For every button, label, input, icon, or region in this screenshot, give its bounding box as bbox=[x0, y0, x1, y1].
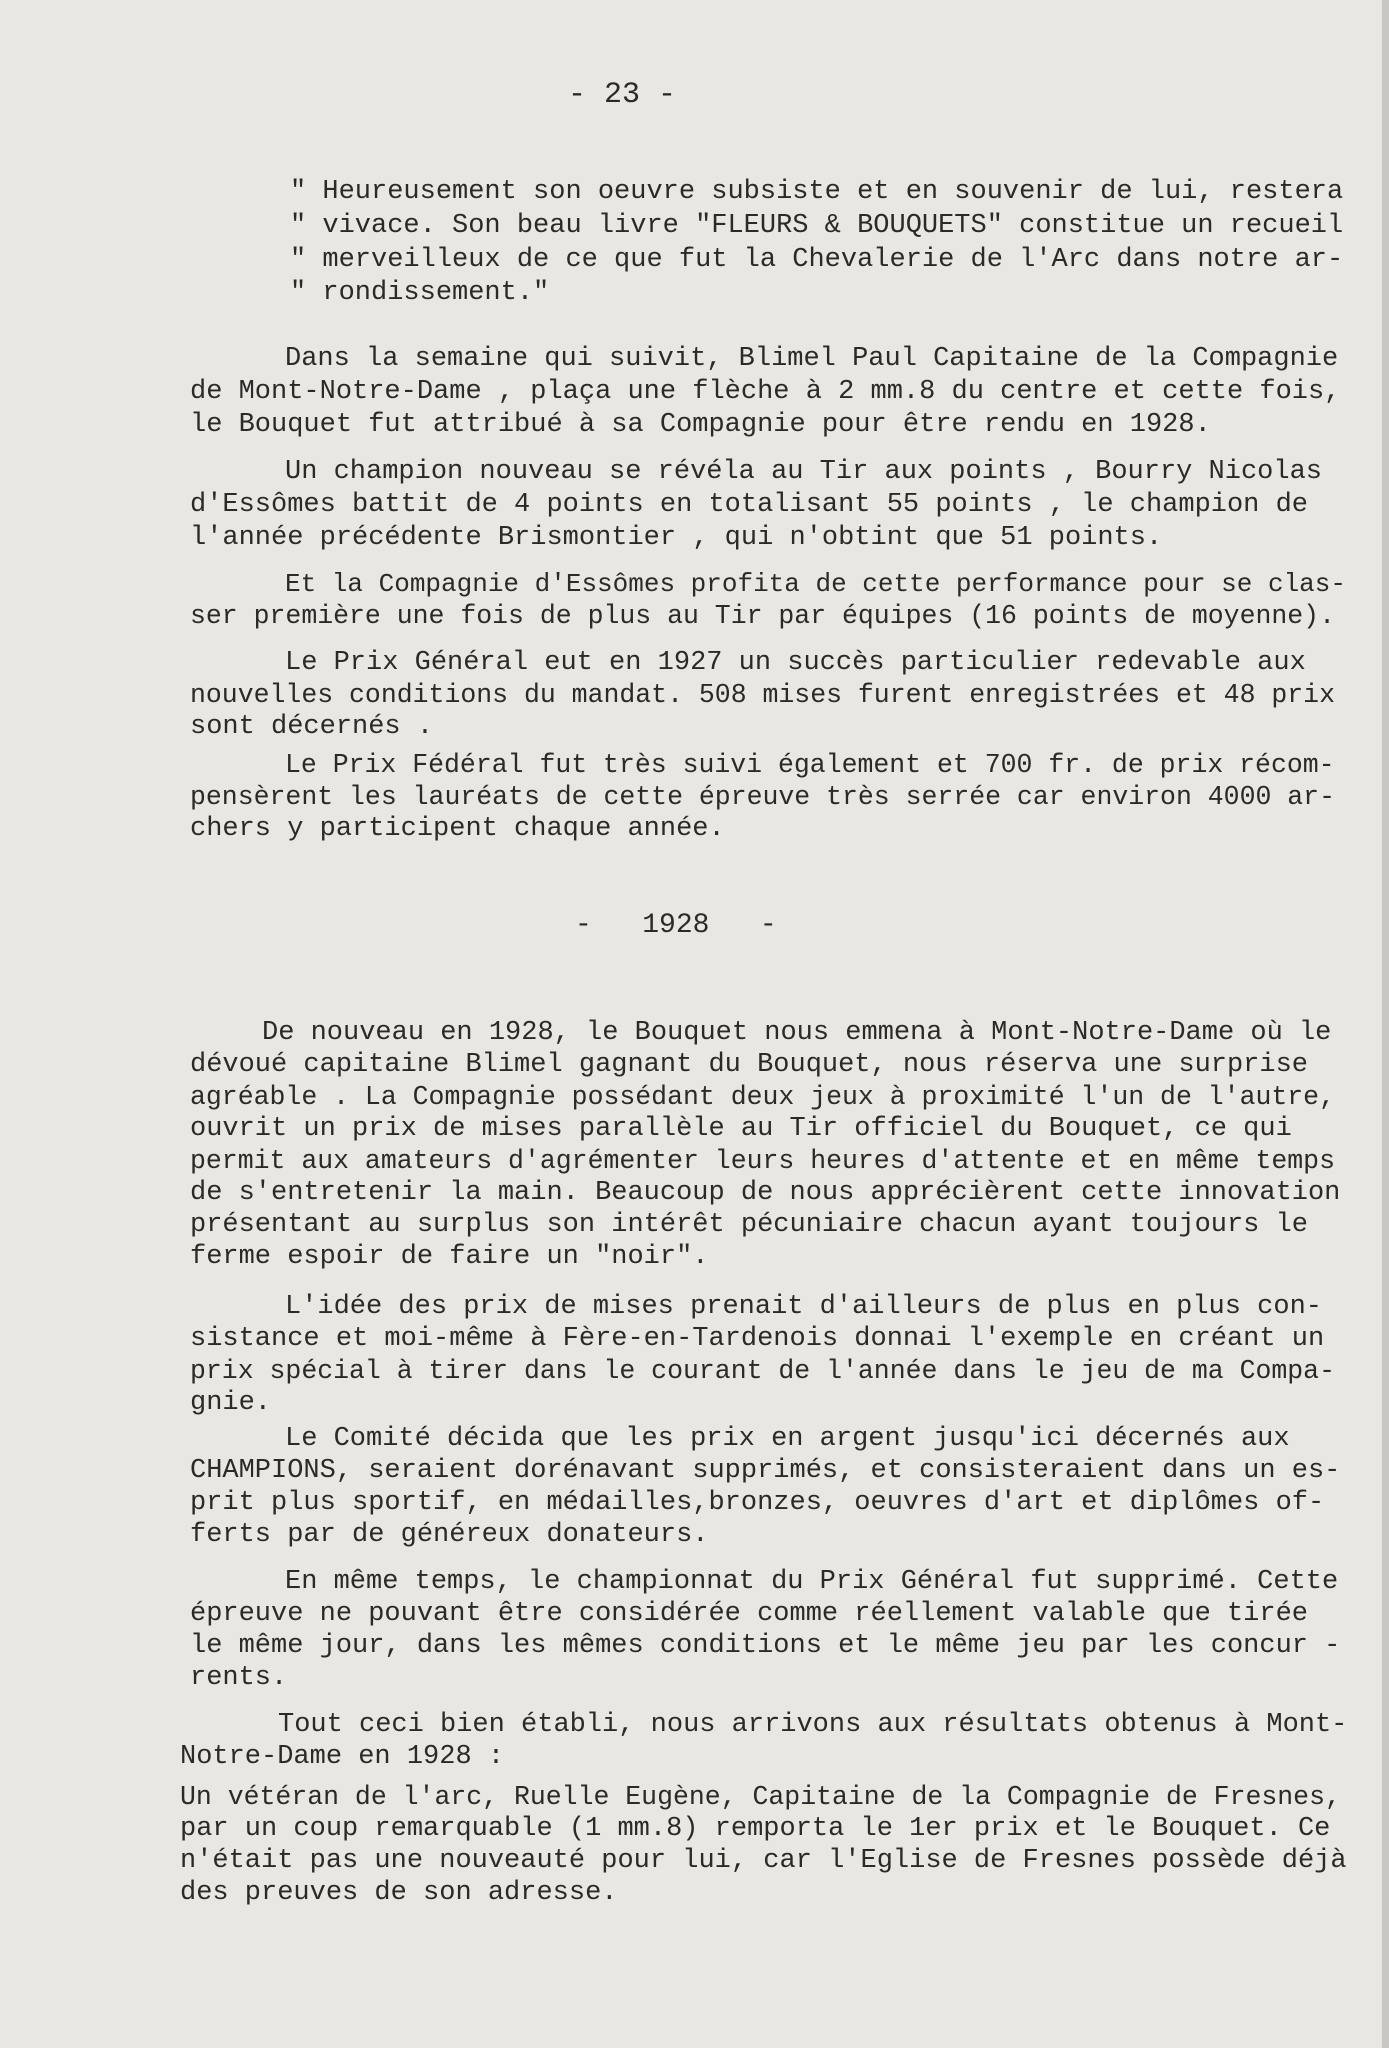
paragraph-line: Tout ceci bien établi, nous arrivons aux résultats obtenus à Mont- bbox=[278, 1710, 1348, 1740]
paragraph-line: En même temps, le championnat du Prix Général fut supprimé. Cette bbox=[285, 1567, 1339, 1597]
paragraph-line: de s'entretenir la main. Beaucoup de nous apprécièrent cette innovation bbox=[190, 1178, 1341, 1208]
paragraph-line: Notre-Dame en 1928 : bbox=[180, 1742, 505, 1772]
paragraph-line: prix spécial à tirer dans le courant de l'année dans le jeu de ma Compa- bbox=[190, 1356, 1335, 1386]
section-heading-1928: - 1928 - bbox=[575, 910, 777, 941]
paragraph-line: par un coup remarquable (1 mm.8) remporta le 1er prix et le Bouquet. Ce bbox=[180, 1814, 1331, 1844]
paragraph-line: Un champion nouveau se révéla au Tir aux points , Bourry Nicolas bbox=[285, 457, 1322, 487]
paragraph-line: le Bouquet fut attribué à sa Compagnie pour être rendu en 1928. bbox=[190, 410, 1211, 440]
paragraph-line: Le Prix Fédéral fut très suivi également et 700 fr. de prix récom- bbox=[285, 750, 1335, 780]
paragraph-line: De nouveau en 1928, le Bouquet nous emmena à Mont-Notre-Dame où le bbox=[262, 1018, 1332, 1048]
quote-line: " Heureusement son oeuvre subsiste et en souvenir de lui, restera bbox=[290, 177, 1344, 207]
paragraph-line: rents. bbox=[190, 1663, 288, 1693]
paragraph-line: agréable . La Compagnie possédant deux jeux à proximité l'un de l'autre, bbox=[190, 1082, 1335, 1112]
paragraph-line: chers y participent chaque année. bbox=[190, 814, 725, 844]
paragraph-line: Le Comité décida que les prix en argent jusqu'ici décernés aux bbox=[285, 1424, 1290, 1454]
paragraph-line: le même jour, dans les mêmes conditions et le même jeu par les concur - bbox=[190, 1631, 1341, 1661]
paragraph-line: Le Prix Général eut en 1927 un succès particulier redevable aux bbox=[285, 648, 1306, 678]
paragraph-line: gnie. bbox=[190, 1388, 272, 1418]
paragraph-line: sont décernés . bbox=[190, 712, 434, 742]
quote-line: " vivace. Son beau livre "FLEURS & BOUQUETS" constitue un recueil bbox=[290, 211, 1344, 241]
paragraph-line: Et la Compagnie d'Essômes profita de cette performance pour se clas- bbox=[285, 569, 1346, 599]
paragraph-line: prit plus sportif, en médailles,bronzes, oeuvres d'art et diplômes of- bbox=[190, 1488, 1325, 1518]
paragraph-line: ser première une fois de plus au Tir par équipes (16 points de moyenne). bbox=[190, 601, 1335, 631]
paragraph-line: dévoué capitaine Blimel gagnant du Bouquet, nous réserva une surprise bbox=[190, 1050, 1308, 1080]
paragraph-line: CHAMPIONS, seraient dorénavant supprimés, et consisteraient dans un es- bbox=[190, 1456, 1341, 1486]
paragraph-line: ferts par de généreux donateurs. bbox=[190, 1520, 709, 1550]
quote-line: " merveilleux de ce que fut la Chevalerie de l'Arc dans notre ar- bbox=[290, 245, 1344, 275]
paragraph-line: ferme espoir de faire un "noir". bbox=[190, 1242, 709, 1272]
paragraph-line: l'année précédente Brismontier , qui n'obtint que 51 points. bbox=[190, 523, 1163, 553]
paragraph-line: pensèrent les lauréats de cette épreuve très serrée car environ 4000 ar- bbox=[190, 782, 1335, 812]
paragraph-line: ouvrit un prix de mises parallèle au Tir officiel du Bouquet, ce qui bbox=[190, 1114, 1292, 1144]
paragraph-line: L'idée des prix de mises prenait d'ailleurs de plus en plus con- bbox=[285, 1292, 1322, 1322]
paragraph-line: présentant au surplus son intérêt pécuniaire chacun ayant toujours le bbox=[190, 1210, 1308, 1240]
paragraph-line: des preuves de son adresse. bbox=[180, 1878, 618, 1908]
paragraph-line: n'était pas une nouveauté pour lui, car l'Eglise de Fresnes possède déjà bbox=[180, 1846, 1347, 1876]
paragraph-line: Un vétéran de l'arc, Ruelle Eugène, Capitaine de la Compagnie de Fresnes, bbox=[180, 1782, 1341, 1812]
paragraph-line: permit aux amateurs d'agrémenter leurs heures d'attente et en même temps bbox=[190, 1146, 1335, 1176]
paragraph-line: d'Essômes battit de 4 points en totalisant 55 points , le champion de bbox=[190, 490, 1308, 520]
paragraph-line: épreuve ne pouvant être considérée comme réellement valable que tirée bbox=[190, 1599, 1308, 1629]
paragraph-line: de Mont-Notre-Dame , plaça une flèche à 2 mm.8 du centre et cette fois, bbox=[190, 377, 1341, 407]
paragraph-line: Dans la semaine qui suivit, Blimel Paul Capitaine de la Compagnie bbox=[285, 344, 1339, 374]
page-edge bbox=[1382, 0, 1389, 2048]
paragraph-line: sistance et moi-même à Fère-en-Tardenois donnai l'exemple en créant un bbox=[190, 1324, 1325, 1354]
page-number: - 23 - bbox=[568, 78, 677, 112]
paragraph-line: nouvelles conditions du mandat. 508 mises furent enregistrées et 48 prix bbox=[190, 680, 1335, 710]
quote-line: " rondissement." bbox=[290, 278, 550, 308]
